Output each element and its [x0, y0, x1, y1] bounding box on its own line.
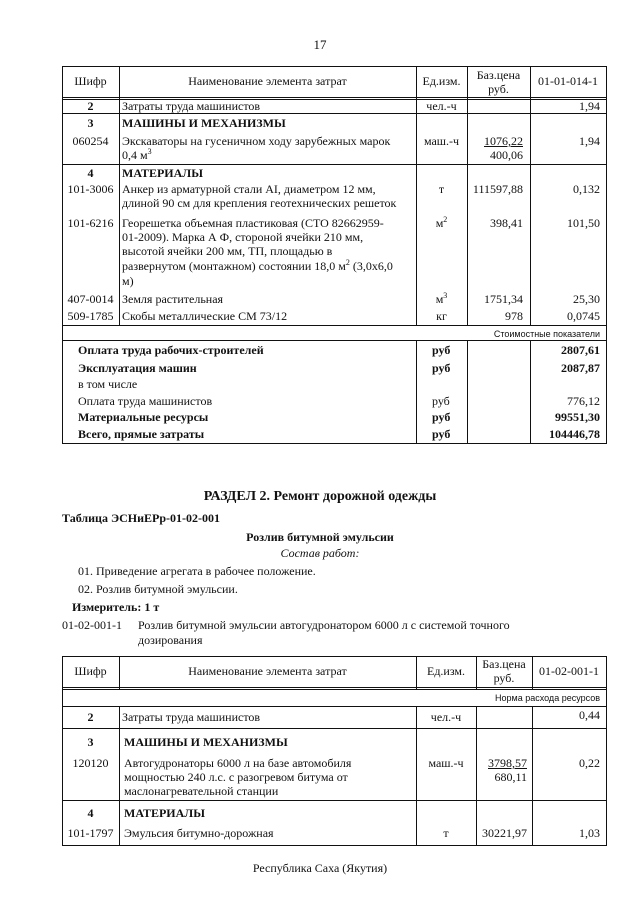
summary-value: 776,12 [567, 394, 600, 408]
item-name-line2: 01-2009). Марка А Ф, стороной ячейки 210 мм, [122, 230, 364, 244]
item-unit: т [438, 182, 445, 196]
meter-label: Измеритель: 1 т [72, 600, 160, 614]
header-code: Шифр [74, 74, 107, 88]
summary-unit: руб [432, 343, 451, 357]
composition-label: Состав работ: [280, 546, 360, 560]
item-price-wage: 680,11 [494, 770, 527, 784]
item-unit: $м^2$ [435, 215, 448, 230]
row-unit: чел.-ч [430, 710, 462, 724]
cost-indicators-label: Стоимостные показатели [493, 329, 600, 339]
item-name-line1: Автогудронаторы 6000 л на базе автомобиля [124, 756, 352, 770]
section-number: 4 [87, 806, 94, 820]
item-code: 120120 [72, 756, 109, 770]
section-title: МАШИНЫ И МЕХАНИЗМЫ [122, 116, 286, 130]
summary-name: Материальные ресурсы [78, 410, 209, 424]
item-name-line3: высотой ячейки 200 мм, ТП, площадью в [122, 244, 333, 258]
item-price: 3798,57 [488, 756, 527, 770]
norm-label: Норма расхода ресурсов [495, 693, 600, 703]
item-value: 0,0745 [567, 309, 600, 323]
item-name-line1: Анкер из арматурной стали AI, диаметром 12 мм, [122, 182, 376, 196]
table-label: Таблица ЭСНиЕРр-01-02-001 [62, 511, 221, 525]
summary-unit: руб [432, 361, 451, 375]
item-value: 1,94 [579, 134, 600, 148]
page-number: 17 [313, 37, 327, 52]
summary-name: Всего, прямые затраты [78, 427, 205, 441]
item-unit: т [443, 826, 449, 840]
item-code: 101-6216 [67, 216, 114, 230]
header-price-line1: Баз.цена [476, 68, 521, 82]
section-title: МАТЕРИАЛЫ [124, 806, 205, 820]
item-price: 1751,34 [484, 292, 523, 306]
item-price: 111597,88 [472, 182, 523, 196]
summary-unit: руб [432, 427, 451, 441]
summary-unit: руб [432, 394, 450, 408]
summary-value: 2807,61 [561, 343, 600, 357]
header-name: Наименование элемента затрат [188, 74, 347, 88]
item-code-label: 01-02-001-1 [62, 618, 122, 632]
item-name-line2: мощностью 240 л.с. с разогревом битума от [124, 770, 348, 784]
item-price: 1076,22 [484, 134, 523, 148]
header-price-line2: руб. [488, 82, 509, 96]
item-description-line1: Розлив битумной эмульсии автогудронатором 6000 л с системой точного [138, 618, 510, 632]
item-value: 1,03 [579, 826, 600, 840]
page-footer: Республика Саха (Якутия) [252, 861, 388, 875]
header-code: Шифр [74, 664, 107, 678]
summary-unit: руб [432, 410, 451, 424]
header-resource-code: 01-02-001-1 [539, 664, 599, 678]
section-number: 4 [87, 166, 94, 180]
item-code: 407-0014 [67, 292, 114, 306]
summary-name: Оплата труда машинистов [78, 394, 213, 408]
item-name-line2: 0,4 $м^3$ [122, 147, 152, 162]
item-name-line1: Георешетка объемная пластиковая (СТО 82662959- [122, 216, 384, 230]
item-unit: кг [436, 309, 447, 323]
section-number: 3 [87, 735, 94, 749]
header-price-line2: руб. [493, 671, 515, 685]
item-unit: маш.-ч [428, 756, 464, 770]
row-name: Затраты труда машинистов [122, 99, 261, 113]
item-unit: маш.-ч [423, 134, 460, 148]
item-value: 25,30 [573, 292, 600, 306]
header-name: Наименование элемента затрат [188, 664, 347, 678]
summary-value: 2087,87 [561, 361, 600, 375]
item-name-line5: м) [122, 274, 134, 288]
header-price-line1: Баз.цена [482, 657, 526, 671]
item-price-wage: 400,06 [490, 148, 523, 162]
row-number: 2 [87, 710, 94, 724]
item-name-line2: длиной 90 см для крепления геотехнических решеток [122, 196, 397, 210]
item-name-line3: маслонагревательной станции [124, 784, 279, 798]
section-title: РАЗДЕЛ 2. Ремонт дорожной одежды [203, 489, 437, 504]
summary-note: в том числе [78, 377, 138, 391]
header-unit: Ед.изм. [422, 74, 461, 88]
item-description-line2: дозирования [138, 633, 203, 647]
work-title: Розлив битумной эмульсии [246, 530, 394, 544]
summary-value: 99551,30 [555, 410, 600, 424]
item-name-line1: Экскаваторы на гусеничном ходу зарубежных марок [122, 134, 391, 148]
item-value: 0,132 [573, 182, 600, 196]
item-code: 060254 [72, 134, 109, 148]
row-value: 0,44 [579, 708, 600, 722]
summary-value: 104446,78 [549, 427, 600, 441]
item-value: 101,50 [567, 216, 600, 230]
item-price: 398,41 [490, 216, 523, 230]
item-price: 30221,97 [482, 826, 527, 840]
work-step: 01. Приведение агрегата в рабочее положение. [78, 564, 316, 578]
summary-name: Оплата труда рабочих-строителей [78, 343, 264, 357]
row-value: 1,94 [579, 99, 600, 113]
item-name: Скобы металлические СМ 73/12 [122, 309, 288, 323]
item-code: 509-1785 [67, 309, 114, 323]
item-value: 0,22 [579, 756, 600, 770]
header-unit: Ед.изм. [426, 664, 466, 678]
row-number: 2 [87, 99, 94, 113]
item-unit: $м^3$ [435, 291, 448, 306]
item-code: 101-3006 [67, 182, 114, 196]
summary-name: Эксплуатация машин [78, 361, 197, 375]
item-code: 101-1797 [67, 826, 114, 840]
section-number: 3 [87, 116, 94, 130]
header-resource-code: 01-01-014-1 [538, 74, 598, 88]
item-name: Эмульсия битумно-дорожная [124, 826, 274, 840]
item-price: 978 [505, 309, 523, 323]
row-name: Затраты труда машинистов [122, 710, 261, 724]
work-step: 02. Розлив битумной эмульсии. [78, 582, 238, 596]
section-title: МАШИНЫ И МЕХАНИЗМЫ [124, 735, 288, 749]
section-title: МАТЕРИАЛЫ [122, 166, 203, 180]
item-name: Земля растительная [122, 292, 224, 306]
item-name-line4: развернутом (монтажном) состоянии 18,0 $м^2$ (3,0х6,0 [122, 258, 393, 273]
row-unit: чел.-ч [426, 99, 457, 113]
